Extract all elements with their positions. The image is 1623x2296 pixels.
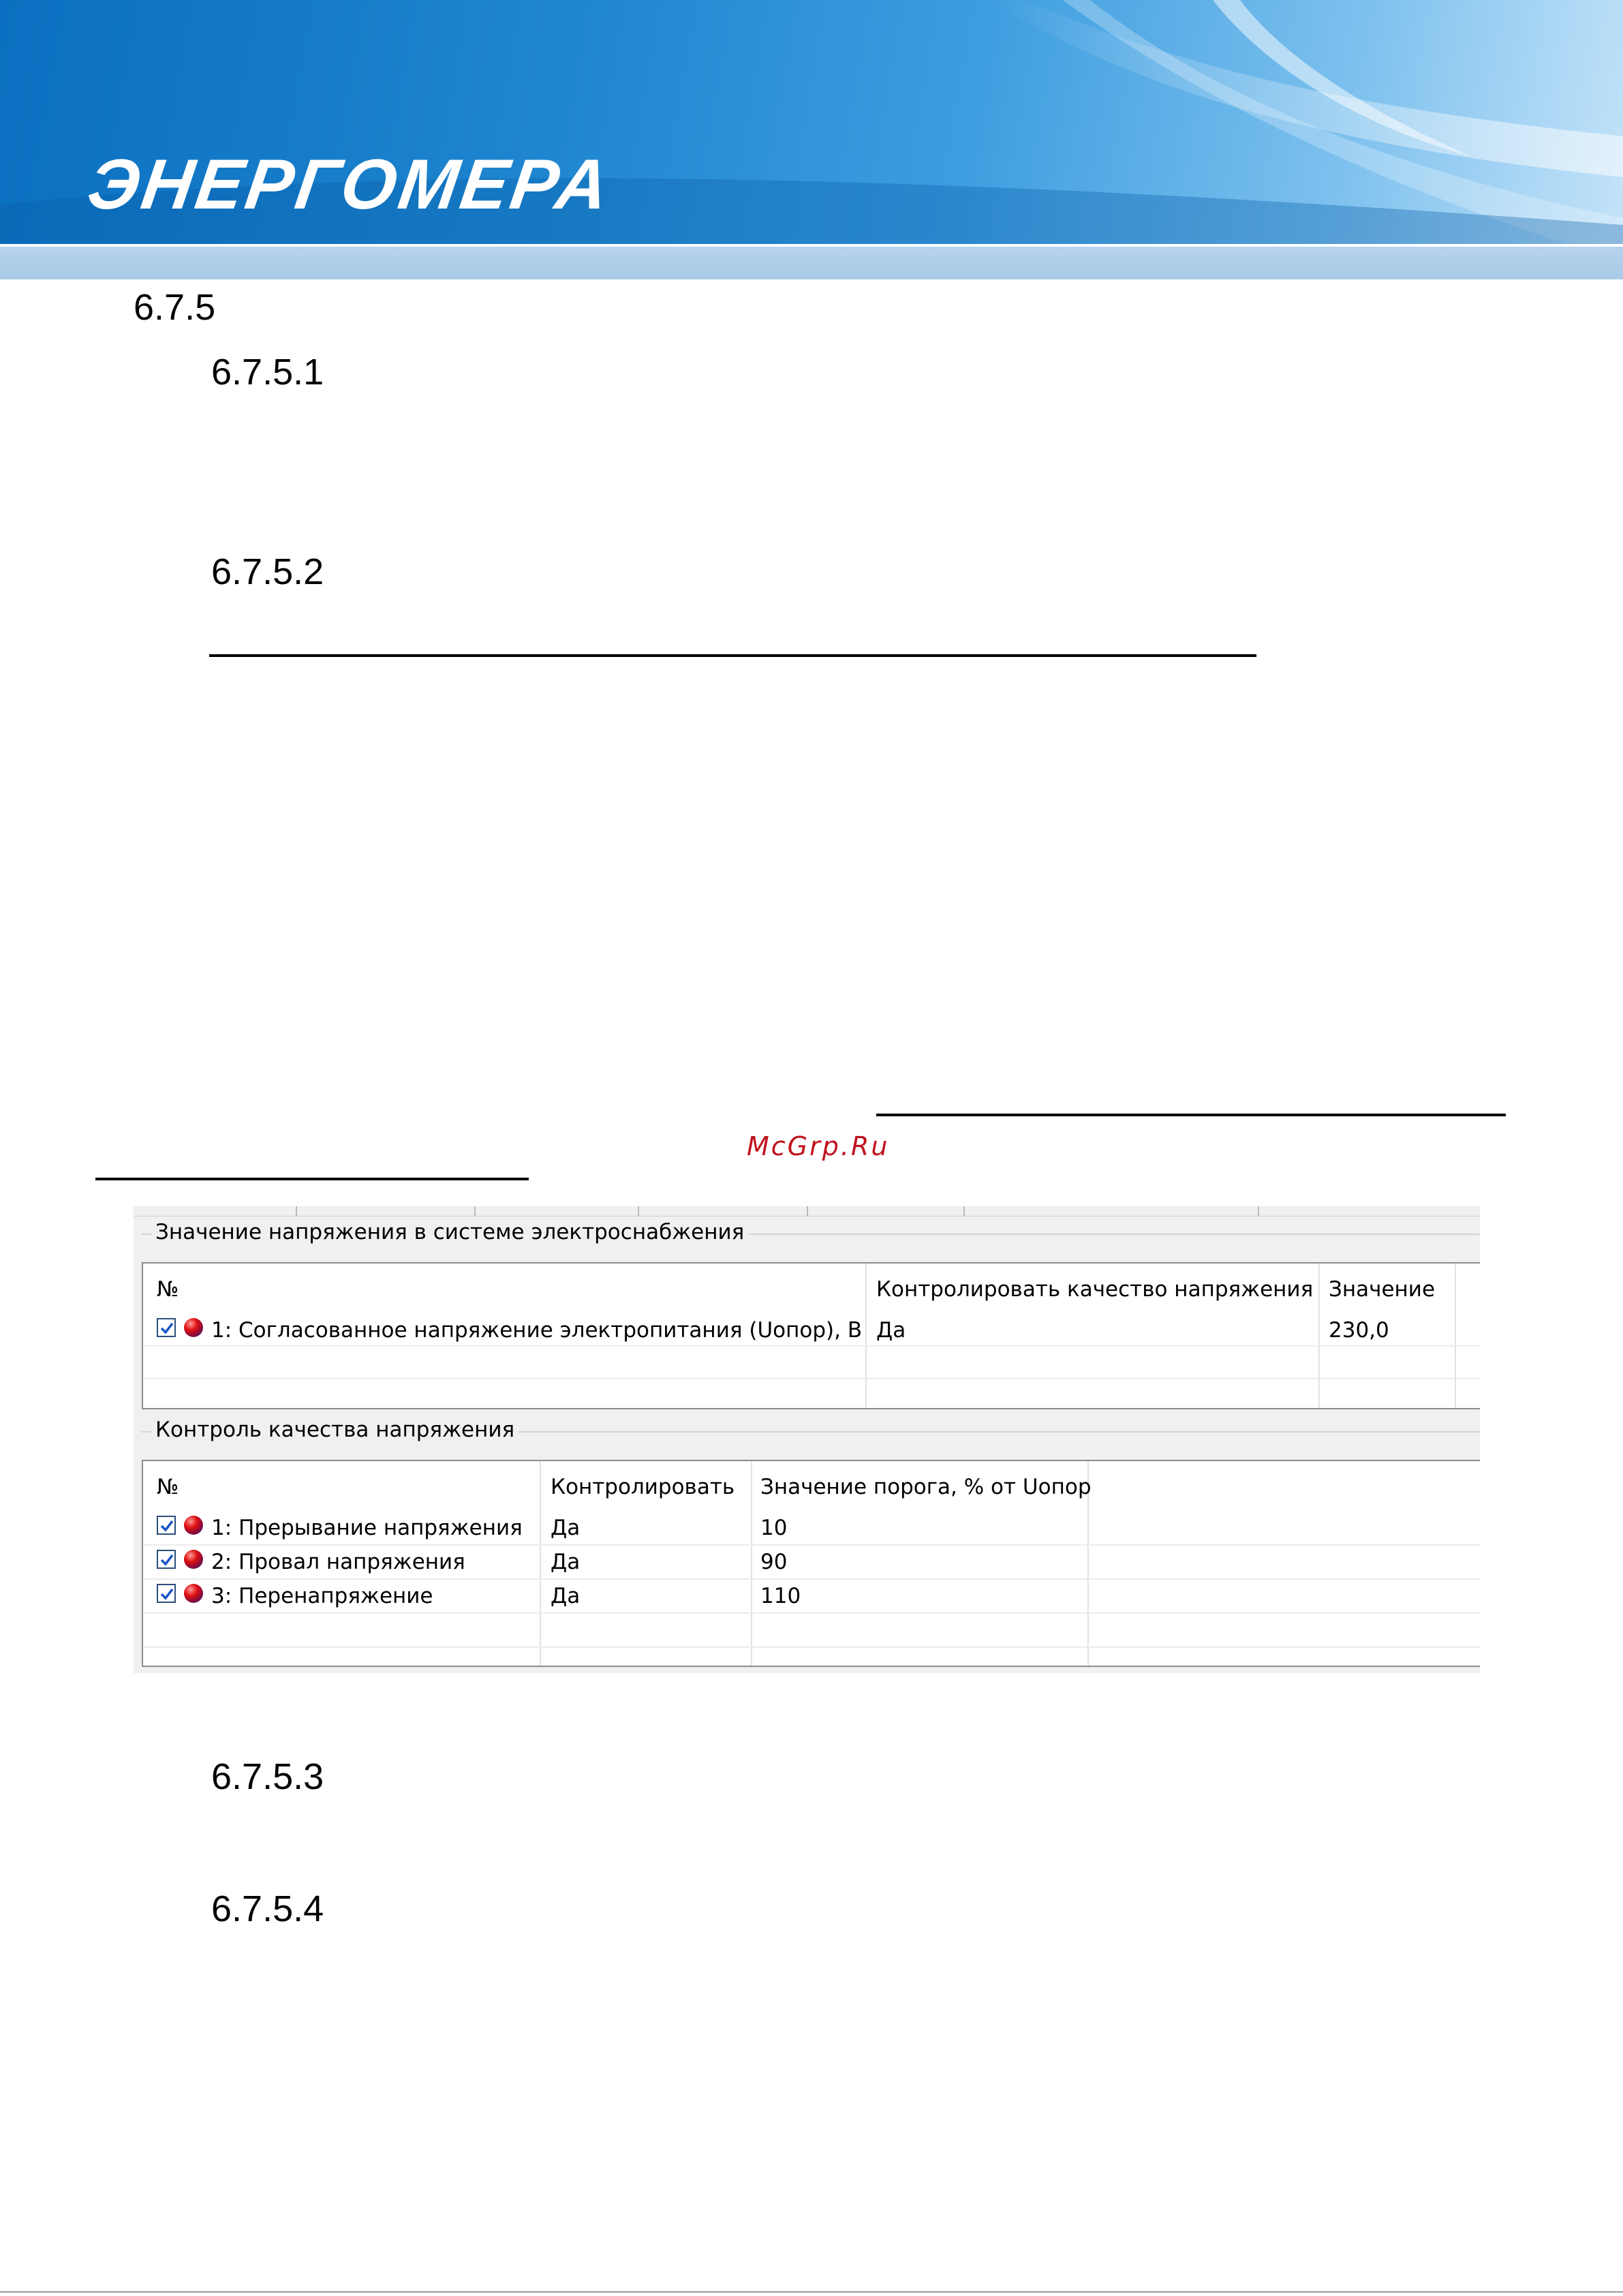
control-value[interactable]: Да xyxy=(551,1516,581,1540)
group-title: Значение напряжения в системе электроснабжения xyxy=(151,1220,748,1244)
threshold-value[interactable]: 10 xyxy=(760,1516,788,1540)
status-ball-icon xyxy=(184,1550,203,1569)
threshold-value[interactable]: 110 xyxy=(760,1584,801,1608)
quality-control-group xyxy=(142,1418,1480,1670)
control-value[interactable]: Да xyxy=(876,1318,906,1343)
underline-rule xyxy=(876,1114,1506,1116)
underline-rule xyxy=(209,654,1256,657)
tab-strip-remnant xyxy=(134,1206,1480,1216)
column-header-threshold[interactable]: Значение порога, % от Uопор xyxy=(760,1475,1092,1499)
underline-rule xyxy=(95,1178,529,1180)
column-header-number[interactable]: № xyxy=(157,1475,179,1499)
voltage-value[interactable]: 230,0 xyxy=(1329,1318,1389,1343)
column-header-value[interactable]: Значение xyxy=(1329,1277,1436,1302)
column-header-control[interactable]: Контролировать xyxy=(551,1475,735,1499)
quality-control-table[interactable] xyxy=(142,1460,1480,1667)
company-logo: ЭНЕРГОМЕРА xyxy=(82,145,617,224)
status-ball-icon xyxy=(184,1318,203,1337)
checkbox-checked-icon[interactable] xyxy=(157,1516,176,1535)
watermark: McGrp.Ru xyxy=(747,1131,890,1161)
checkbox-checked-icon[interactable] xyxy=(157,1584,176,1603)
control-value[interactable]: Да xyxy=(551,1550,581,1574)
settings-screenshot xyxy=(134,1206,1480,1673)
parameter-name: 3: Перенапряжение xyxy=(211,1584,433,1608)
column-header-number[interactable]: № xyxy=(157,1277,179,1302)
voltage-system-group xyxy=(142,1220,1480,1409)
status-ball-icon xyxy=(184,1584,203,1603)
subsection-number: 6.7.5.3 xyxy=(211,1756,324,1797)
checkbox-checked-icon[interactable] xyxy=(157,1550,176,1569)
subsection-number: 6.7.5.2 xyxy=(211,551,324,592)
header-strip xyxy=(0,247,1623,279)
parameter-name: 1: Согласованное напряжение электропитания (Uопор), В xyxy=(211,1318,863,1343)
section-number: 6.7.5 xyxy=(134,287,216,328)
column-header-control-quality[interactable]: Контролировать качество напряжения xyxy=(876,1277,1314,1302)
voltage-system-table[interactable] xyxy=(142,1262,1480,1409)
parameter-name: 1: Прерывание напряжения xyxy=(211,1516,523,1540)
status-ball-icon xyxy=(184,1516,203,1535)
control-value[interactable]: Да xyxy=(551,1584,581,1608)
subsection-number: 6.7.5.1 xyxy=(211,352,324,393)
page-bottom-edge xyxy=(0,2291,1623,2293)
group-title: Контроль качества напряжения xyxy=(151,1418,519,1442)
threshold-value[interactable]: 90 xyxy=(760,1550,788,1574)
checkbox-checked-icon[interactable] xyxy=(157,1318,176,1337)
header-banner xyxy=(0,0,1623,244)
subsection-number: 6.7.5.4 xyxy=(211,1888,324,1929)
parameter-name: 2: Провал напряжения xyxy=(211,1550,465,1574)
